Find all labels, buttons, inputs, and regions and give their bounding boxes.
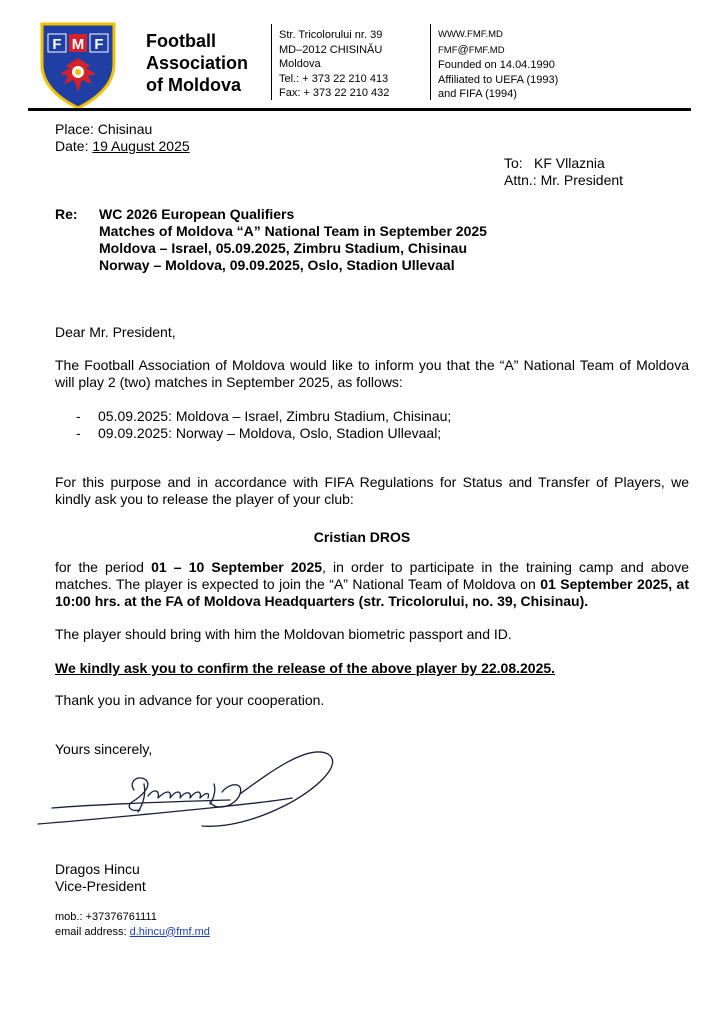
date-label: Date: <box>55 138 93 154</box>
to-value: KF Vllaznia <box>534 155 605 171</box>
signer-block <box>55 861 689 895</box>
meeting-details: 01 September 2025, at 10:00 hrs. at the FA of Moldova Headquarters (str. Tricolorului, no. 39, Chisinau). <box>55 576 689 609</box>
attention-line: Attn.: Mr. President <box>504 172 624 188</box>
list-item <box>76 408 451 425</box>
period-paragraph <box>55 559 689 610</box>
organization-name <box>146 30 248 96</box>
fmf-logo <box>36 20 120 110</box>
contact-info-block <box>438 28 558 102</box>
website-link[interactable]: WWW.FMF.MD <box>438 29 503 40</box>
subject-line: Norway – Moldova, 09.09.2025, Oslo, Stadion Ullevaal <box>99 257 455 273</box>
period-text: for the period <box>55 559 152 575</box>
org-name-line: of Moldova <box>146 75 241 95</box>
address-line: Str. Tricolorului nr. 39 <box>279 29 383 41</box>
signer-contact <box>55 910 210 939</box>
subject-line: WC 2026 European Qualifiers <box>99 206 295 222</box>
match-list <box>76 408 451 442</box>
email-line <box>55 925 210 940</box>
request-paragraph: For this purpose and in accordance with FIFA Regulations for Status and Transfer of Players, we kindly ask you to release the player of your club: <box>55 474 689 507</box>
intro-paragraph: The Football Association of Moldova would like to inform you that the “A” National Team of Moldova will play 2 (two) matches in September 2025, as follows: <box>55 357 689 390</box>
date-line <box>55 138 190 155</box>
letterhead-rule <box>28 108 691 111</box>
period-text: , in order to participate in the training camp and above matches. The player is expected to join the “A” National Team of Moldova on <box>55 559 690 592</box>
affiliation-line: Affiliated to UEFA (1993) <box>438 73 559 86</box>
to-label: To: <box>504 155 523 171</box>
founded-line: Founded on 14.04.1990 <box>438 59 555 71</box>
date-value: 19 August 2025 <box>92 138 190 154</box>
subject-line: Moldova – Israel, 05.09.2025, Zimbru Stadium, Chisinau <box>99 240 468 256</box>
passport-note: The player should bring with him the Moldovan biometric passport and ID. <box>55 626 512 642</box>
address-line: MD–2012 CHISINĂU <box>279 43 383 56</box>
bullet-mark: - <box>76 425 81 441</box>
signature <box>30 738 350 850</box>
thanks-line: Thank you in advance for your cooperation. <box>55 692 325 708</box>
signer-title: Vice-President <box>55 878 146 894</box>
address-block <box>279 28 389 101</box>
place-date-block <box>55 121 190 155</box>
list-item <box>76 425 451 442</box>
closing: Yours sincerely, <box>55 741 153 757</box>
signer-name: Dragos Hincu <box>55 861 140 877</box>
email-link[interactable]: d.hincu@fmf.md <box>129 925 210 938</box>
header-email-prefix: FMF <box>438 44 458 56</box>
svg-text:F: F <box>94 36 104 53</box>
match-text: 05.09.2025: Moldova – Israel, Zimbru Stadium, Chisinau; <box>98 408 452 424</box>
bullet-mark: - <box>76 408 81 424</box>
mobile-number: mob.: +37376761111 <box>55 911 157 923</box>
recipient-block <box>504 155 623 189</box>
subject-line: Matches of Moldova “A” National Team in September 2025 <box>99 223 487 239</box>
address-line: Moldova <box>279 58 321 70</box>
header-divider <box>430 24 431 100</box>
place: Place: Chisinau <box>55 121 153 137</box>
org-name-line: Football <box>146 31 216 51</box>
player-name: Cristian DROS <box>313 529 411 545</box>
svg-text:F: F <box>52 36 62 53</box>
subject-block <box>99 206 487 274</box>
org-name-line: Association <box>146 53 249 73</box>
phone-line: Tel.: + 373 22 210 413 <box>279 72 389 85</box>
fax-line: Fax: + 373 22 210 432 <box>279 87 390 99</box>
match-text: 09.09.2025: Norway – Moldova, Oslo, Stadion Ullevaal; <box>98 425 442 441</box>
header-email-at: @ <box>457 43 469 56</box>
header-email[interactable] <box>438 43 558 59</box>
email-label: email address: <box>55 925 130 938</box>
header-divider <box>271 24 272 100</box>
salutation: Dear Mr. President, <box>55 324 176 340</box>
subject-label: Re: <box>55 206 78 222</box>
period-dates: 01 – 10 September 2025 <box>151 559 323 575</box>
affiliation-line: and FIFA (1994) <box>438 88 517 100</box>
svg-text:M: M <box>71 36 85 53</box>
header-email-domain: FMF.MD <box>468 44 505 56</box>
confirmation-request: We kindly ask you to confirm the release of the above player by 22.08.2025. <box>55 660 556 676</box>
